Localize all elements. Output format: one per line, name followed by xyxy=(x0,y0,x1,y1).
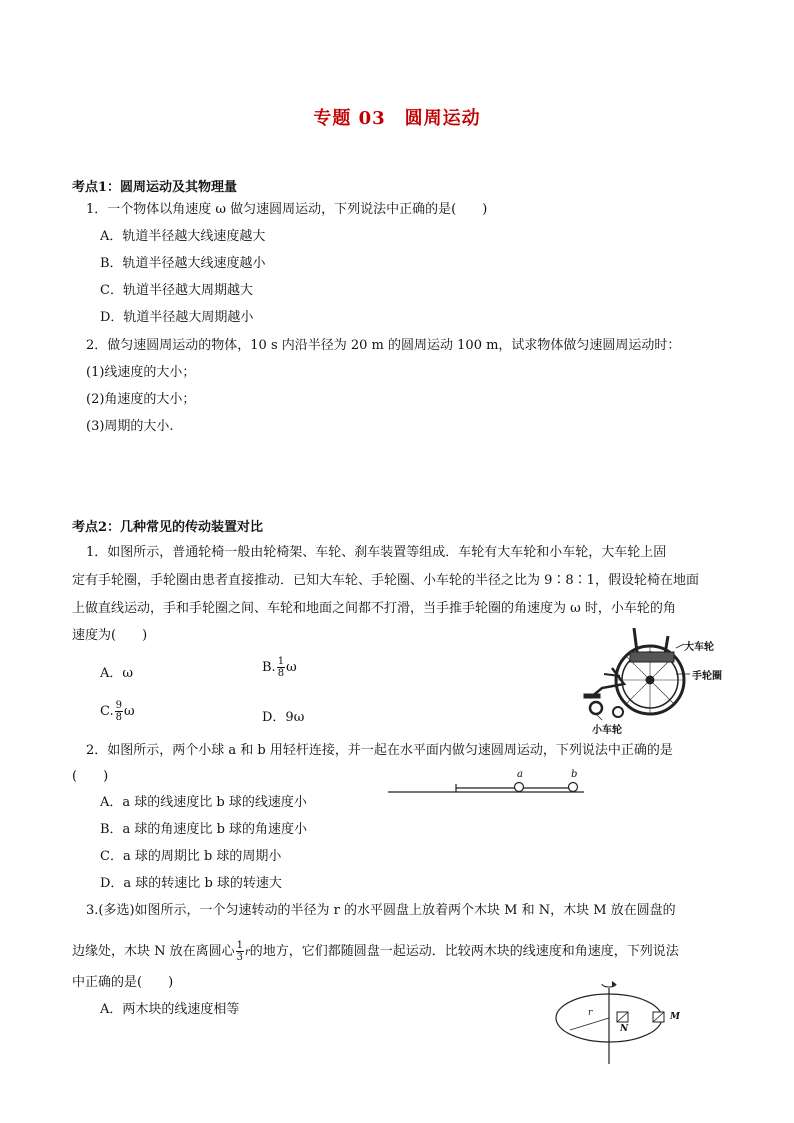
s2-q1-line2: 定有手轮圈，手轮圈由患者直接推动．已知大车轮、手轮圈、小车轮的半径之比为 9∶8∶1，假设轮椅在地面 xyxy=(72,573,699,588)
label-r: r xyxy=(588,1008,593,1018)
s1-q2-stem: 2．做匀速圆周运动的物体，10 s 内沿半径为 20 m 的圆周运动 100 m，试求物体做匀速圆周运动时： xyxy=(86,338,681,353)
s2-q2-option-d: D．a 球的转速比 b 球的转速大 xyxy=(100,876,282,891)
rod-balls-figure xyxy=(386,768,586,798)
disk-figure xyxy=(550,968,690,1068)
section1-heading: 考点1：圆周运动及其物理量 xyxy=(72,180,238,195)
ball-b xyxy=(569,783,578,792)
s2-q2-line2: ( ) xyxy=(72,769,109,784)
fraction: $\frac{1}{3}$ xyxy=(236,940,244,963)
s1-q2-part-1: (1)线速度的大小； xyxy=(86,365,196,380)
s2-q1-option-b: B. $\frac{1}{8}$ ω xyxy=(262,656,297,679)
s2-q2-option-b: B．a 球的角速度比 b 球的角速度小 xyxy=(100,822,308,837)
s2-q2-option-c: C．a 球的周期比 b 球的周期小 xyxy=(100,849,282,864)
s2-q3-line2: 边缘处，木块 N 放在离圆心 $\frac{1}{3}$ r的地方，它们都随圆盘一起运动．比较两木块的线速度和角速度，下列说法 xyxy=(72,940,679,963)
label-n: N xyxy=(620,1024,629,1034)
ball-a xyxy=(515,783,524,792)
s1-q2-part-3: (3)周期的大小. xyxy=(86,419,174,434)
s1-q2-part-2: (2)角速度的大小； xyxy=(86,392,196,407)
s1-q1-option-c: C．轨道半径越大周期越大 xyxy=(100,283,253,298)
fraction: $\frac{9}{8}$ xyxy=(115,700,122,723)
s1-q1-option-a: A．轨道半径越大线速度越大 xyxy=(100,229,266,244)
radius-line xyxy=(570,1018,609,1030)
s2-q1-option-c: C. $\frac{9}{8}$ ω xyxy=(100,700,135,723)
s2-q1-line3: 上做直线运动，手和手轮圈之间、车轮和地面之间都不打滑，当手推手轮圈的角速度为 ω 时，小车轮的角 xyxy=(72,601,676,616)
section2-heading: 考点2：几种常见的传动装置对比 xyxy=(72,520,264,535)
page-title: 专题 03 圆周运动 xyxy=(313,108,481,129)
label-big-wheel: 大车轮 xyxy=(684,642,714,653)
s2-q2-line1: 2．如图所示，两个小球 a 和 b 用轻杆连接，并一起在水平面内做匀速圆周运动，下列说法中正确的是 xyxy=(86,743,673,758)
s1-q1-stem: 1．一个物体以角速度 ω 做匀速圆周运动，下列说法中正确的是( ) xyxy=(86,202,488,217)
s2-q1-option-d: D．9ω xyxy=(262,710,305,725)
label-b: b xyxy=(571,769,578,780)
fraction: $\frac{1}{8}$ xyxy=(277,656,285,679)
s2-q3-option-a: A．两木块的线速度相等 xyxy=(100,1002,240,1017)
s2-q1-option-a: A．ω xyxy=(100,666,133,681)
small-wheel xyxy=(590,702,602,714)
s2-q1-line1: 1．如图所示，普通轮椅一般由轮椅架、车轮、刹车装置等组成．车轮有大车轮和小车轮，大车轮上固 xyxy=(86,545,667,560)
label-m: M xyxy=(670,1012,680,1022)
label-a: a xyxy=(517,769,523,780)
label-small-wheel: 小车轮 xyxy=(592,725,622,736)
s2-q1-line4: 速度为( ) xyxy=(72,628,148,643)
s1-q1-option-b: B．轨道半径越大线速度越小 xyxy=(100,256,266,271)
s2-q3-line1: 3.(多选)如图所示，一个匀速转动的半径为 r 的水平圆盘上放着两个木块 M 和 N，木块 M 放在圆盘的 xyxy=(86,903,676,918)
label-hand-rim: 手轮圈 xyxy=(692,671,722,682)
s1-q1-option-d: D．轨道半径越大周期越小 xyxy=(100,310,254,325)
s2-q2-option-a: A．a 球的线速度比 b 球的线速度小 xyxy=(100,795,307,810)
s2-q3-line3: 中正确的是( ) xyxy=(72,975,174,990)
